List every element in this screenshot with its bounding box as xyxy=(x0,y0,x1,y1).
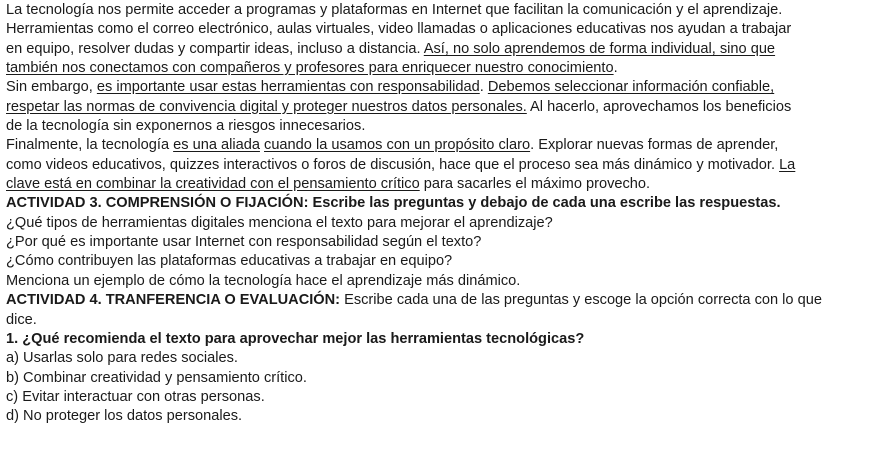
activity-4-heading-bold: ACTIVIDAD 4. TRANFERENCIA O EVALUACIÓN: xyxy=(6,292,341,309)
p2-text: Sin embargo, xyxy=(6,79,97,96)
p3-line-1 xyxy=(6,136,865,155)
p3-text: . Explorar nuevas formas de aprender, xyxy=(530,137,779,154)
activity-4-heading-line-2: dice. xyxy=(6,311,37,328)
answer-option-a: a) Usarlas solo para redes sociales. xyxy=(6,350,238,367)
activity-4-question-1: 1. ¿Qué recomienda el texto para aprovechar mejor las herramientas tecnológicas? xyxy=(6,330,585,347)
activity-4-heading-text: Escribe cada una de las preguntas y escoge la opción correcta con lo que xyxy=(340,292,822,309)
underlined-text: respetar las normas de convivencia digital y proteger nuestros datos personales. xyxy=(6,98,527,115)
answer-option-b: b) Combinar creatividad y pensamiento crítico. xyxy=(6,369,307,386)
p3-line-2 xyxy=(6,156,865,175)
underlined-text: clave está en combinar la creatividad con el pensamiento crítico xyxy=(6,176,420,193)
p3-text: como videos educativos, quizzes interactivos o foros de discusión, hace que el proceso sea más dinámico y motivador. xyxy=(6,156,780,173)
p3-line-3 xyxy=(6,175,865,194)
underlined-text: Debemos seleccionar información confiable, xyxy=(487,79,775,96)
p1-line-3-text: en equipo, resolver dudas y compartir ideas, incluso a distancia. xyxy=(6,40,424,57)
activity-4-heading xyxy=(6,291,865,310)
answer-option-c: c) Evitar interactuar con otras personas. xyxy=(6,388,265,405)
p2-line-1 xyxy=(6,78,865,97)
underlined-text: también nos conectamos con compañeros y profesores para enriquecer nuestro conocimiento xyxy=(6,60,614,77)
answer-option-d: d) No proteger los datos personales. xyxy=(6,408,243,425)
p3-text: para sacarles el máximo provecho. xyxy=(419,176,651,193)
p1-line-4-text: . xyxy=(613,60,618,77)
activity-3-question: ¿Por qué es importante usar Internet con responsabilidad según el texto? xyxy=(6,234,482,251)
activity-3-heading: ACTIVIDAD 3. COMPRENSIÓN O FIJACIÓN: Escribe las preguntas y debajo de cada una escribe las respuestas. xyxy=(6,195,781,212)
p1-line-4 xyxy=(6,59,865,78)
p2-line-2 xyxy=(6,98,865,117)
activity-3-question: ¿Qué tipos de herramientas digitales menciona el texto para mejorar el aprendizaje? xyxy=(6,214,553,231)
p1-line-3 xyxy=(6,40,865,59)
activity-3-question: Menciona un ejemplo de cómo la tecnología hace el aprendizaje más dinámico. xyxy=(6,272,521,289)
p2-line-3: de la tecnología sin exponernos a riesgos innecesarios. xyxy=(6,118,366,135)
p3-text: Finalmente, la tecnología xyxy=(6,137,174,154)
p1-line-2: Herramientas como el correo electrónico, aulas virtuales, video llamadas o aplicaciones educativas nos ayudan a trabajar xyxy=(6,21,792,38)
p1-line-1: La tecnología nos permite acceder a programas y plataformas en Internet que facilitan la comunicación y el aprendizaje. xyxy=(6,2,783,18)
p2-text: . xyxy=(479,79,488,96)
underlined-text: cuando la usamos con un propósito claro xyxy=(264,137,531,154)
underlined-text: Así, no solo aprendemos de forma individual, sino que xyxy=(423,40,776,57)
underlined-text: La xyxy=(779,156,796,173)
underlined-text: es importante usar estas herramientas con responsabilidad xyxy=(96,79,480,96)
activity-3-question: ¿Cómo contribuyen las plataformas educativas a trabajar en equipo? xyxy=(6,253,453,270)
underlined-text: es una aliada xyxy=(173,137,260,154)
p2-text: Al hacerlo, aprovechamos los beneficios xyxy=(526,98,792,115)
